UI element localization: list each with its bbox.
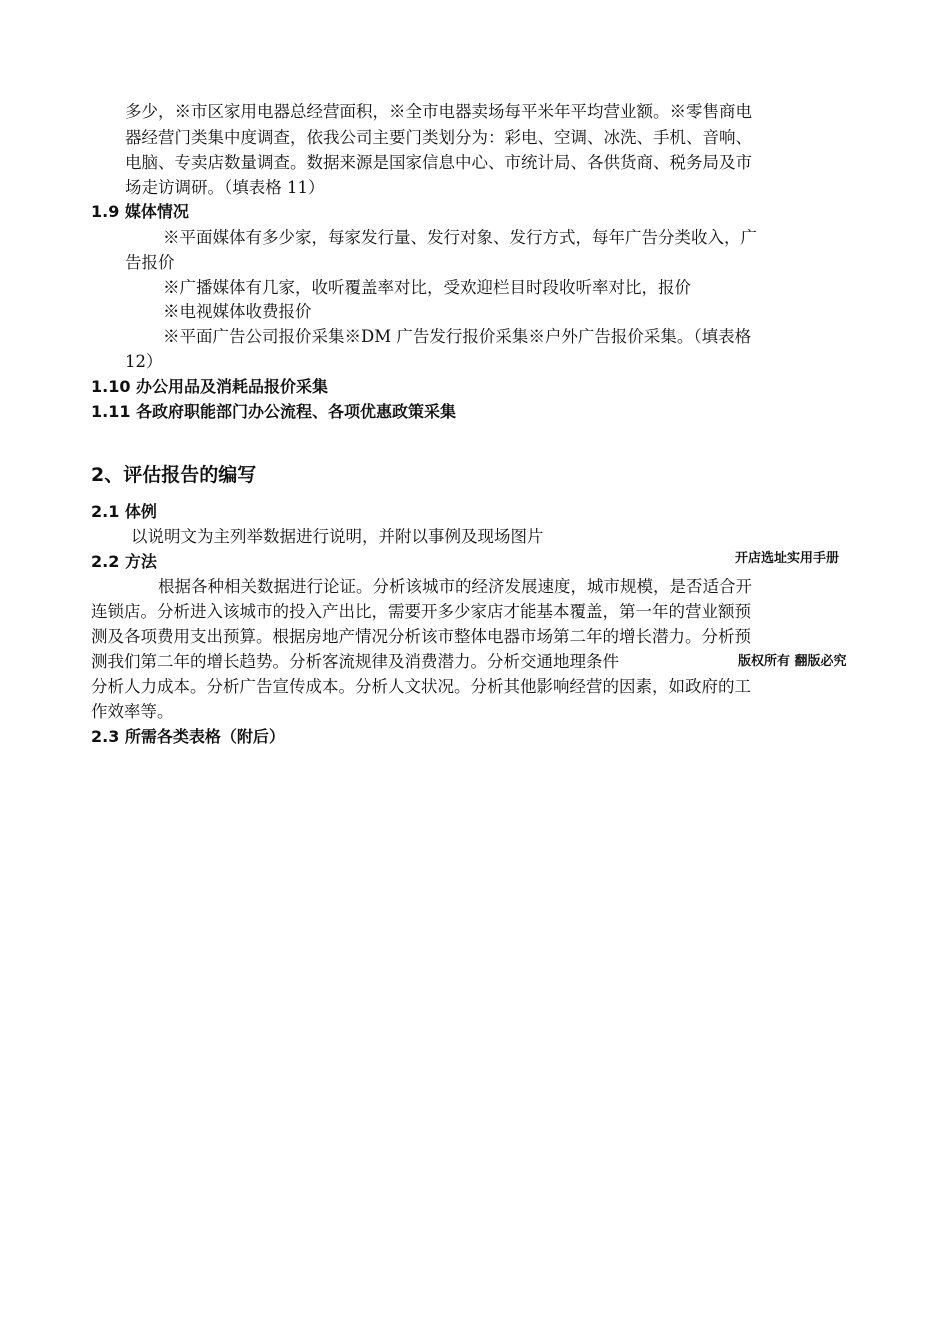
section-2-1-text: 以说明文为主列举数据进行说明，并附以事例及现场图片 xyxy=(131,527,544,546)
media-line-3: ※广播媒体有几家，收听覆盖率对比，受欢迎栏目时段收听率对比，报价 xyxy=(163,278,691,297)
intro-line-2: 器经营门类集中度调查，依我公司主要门类划分为：彩电、空调、冰洗、手机、音响、 xyxy=(125,128,752,147)
section-2-heading: 2、评估报告的编写 xyxy=(91,464,257,486)
media-line-6: 12） xyxy=(125,352,163,371)
method-line-4: 测我们第二年的增长趋势。分析客流规律及消费潜力。分析交通地理条件 xyxy=(91,652,619,671)
method-line-1: 根据各种相关数据进行论证。分析该城市的经济发展速度，城市规模，是否适合开 xyxy=(158,577,752,596)
intro-line-4: 场走访调研。（填表格 11） xyxy=(125,178,325,197)
section-1-10-heading: 1.10 办公用品及消耗品报价采集 xyxy=(91,377,329,396)
section-1-11-heading: 1.11 各政府职能部门办公流程、各项优惠政策采集 xyxy=(91,402,457,421)
media-line-4: ※电视媒体收费报价 xyxy=(163,302,312,321)
method-line-6: 作效率等。 xyxy=(91,702,174,721)
media-line-2: 告报价 xyxy=(125,253,175,272)
intro-line-3: 电脑、专卖店数量调查。数据来源是国家信息中心、市统计局、各供货商、税务局及市 xyxy=(125,153,752,172)
section-1-9-heading: 1.9 媒体情况 xyxy=(91,202,189,221)
intro-line-1: 多少，※市区家用电器总经营面积，※全市电器卖场每平米年平均营业额。※零售商电 xyxy=(125,102,752,121)
method-line-5: 分析人力成本。分析广告宣传成本。分析人文状况。分析其他影响经营的因素，如政府的工 xyxy=(91,677,751,696)
media-line-5: ※平面广告公司报价采集※DM 广告发行报价采集※户外广告报价采集。（填表格 xyxy=(163,327,752,346)
watermark-rights: 版权所有 翻版必究 xyxy=(738,654,847,669)
section-2-1-heading: 2.1 体例 xyxy=(91,502,157,521)
watermark-title: 开店选址实用手册 xyxy=(735,551,840,566)
media-line-1: ※平面媒体有多少家，每家发行量、发行对象、发行方式，每年广告分类收入，广 xyxy=(163,228,757,247)
method-line-3: 测及各项费用支出预算。根据房地产情况分析该市整体电器市场第二年的增长潜力。分析预 xyxy=(91,627,751,646)
method-line-2: 连锁店。分析进入该城市的投入产出比，需要开多少家店才能基本覆盖，第一年的营业额预 xyxy=(91,602,751,621)
section-2-2-heading: 2.2 方法 xyxy=(91,552,157,571)
section-2-3-heading: 2.3 所需各类表格（附后） xyxy=(91,727,285,746)
